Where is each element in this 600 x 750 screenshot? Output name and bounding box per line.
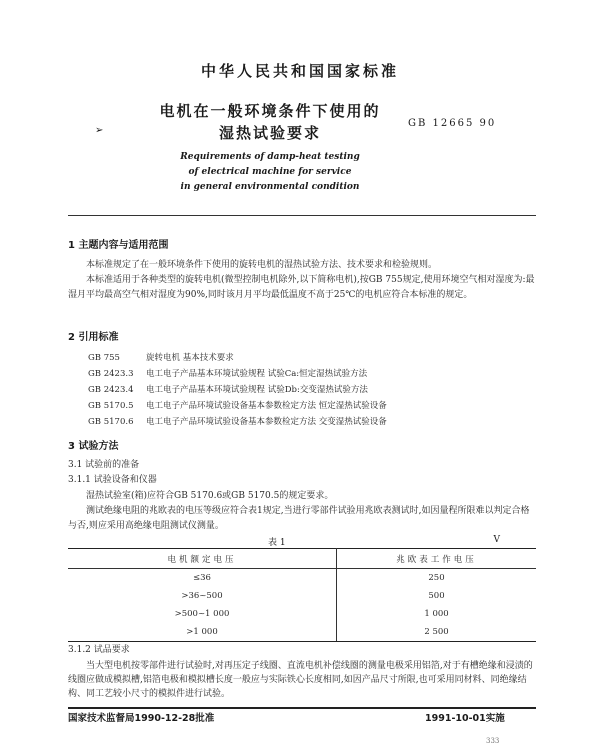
table-header-megger-voltage: 兆欧表工作电压 (337, 549, 537, 569)
reference-item (88, 367, 367, 379)
table-row (68, 623, 536, 642)
title-en-line3: in general environmental condition (180, 182, 360, 192)
reference-item (88, 399, 387, 411)
table-row (68, 605, 536, 623)
table1-unit: V (493, 535, 500, 545)
section3-para-equipment: 湿热试验室(箱)应符合GB 5170.6或GB 5170.5的规定要求。 (86, 491, 334, 501)
table1-caption: 表 1 (268, 538, 286, 548)
title-en-line2: of electrical machine for service (188, 167, 352, 177)
reference-code: GB 2423.3 (88, 369, 134, 379)
table-cell: >1 000 (68, 623, 337, 642)
standard-org-heading: 中华人民共和国国家标准 (200, 62, 399, 80)
subsection-3-1-1-heading: 3.1.1 试验设备和仪器 (68, 475, 157, 485)
reference-item (88, 415, 387, 427)
section1-para1: 本标准规定了在一般环境条件下使用的旋转电机的湿热试验方法、技术要求和检验规则。 (86, 260, 438, 270)
reference-title: 电工电子产品基本环境试验规程 试验Db:交变湿热试验方法 (146, 385, 368, 395)
reference-title: 电工电子产品基本环境试验规程 试验Ca:恒定湿热试验方法 (146, 369, 368, 379)
table-cell: >500~1 000 (68, 605, 337, 623)
margin-arrow-mark: ➢ (95, 125, 104, 136)
approval-date: 国家技术监督局1990-12-28批准 (68, 713, 215, 724)
title-cn-line1: 电机在一般环境条件下使用的 (159, 102, 381, 120)
reference-title: 电工电子产品环境试验设备基本参数检定方法 交变湿热试验设备 (146, 417, 387, 427)
table-cell: 1 000 (424, 609, 449, 619)
subsection-3-1-heading: 3.1 试验前的准备 (68, 460, 140, 470)
table1 (68, 548, 536, 642)
section3-para-specimen: 当大型电机按零部件进行试验时,对再压定子线圈、直流电机补偿线圈的测量电极采用铝箔,对于有槽绝缘和浸渍的线圈应做成模拟槽,铝箔电极和模拟槽长度一般应与实际铁心长度相同,如因产品尺寸所限,也可采用同材料、同绝缘结构、同工艺较小尺寸的模拟件进行试验。 (68, 661, 533, 699)
table-header-row (68, 549, 536, 569)
page-number: 333 (486, 737, 500, 745)
table-row (68, 587, 536, 605)
section3-heading: 3 试验方法 (68, 441, 119, 452)
reference-item (88, 383, 368, 395)
section3-para-megohmmeter: 测试绝缘电阻的兆欧表的电压等级应符合表1规定,当进行零部件试验用兆欧表测试时,如因量程所限难以判定合格与否,则应采用高绝缘电阻测试仪测量。 (68, 506, 530, 531)
table-cell: >36~500 (68, 587, 337, 605)
subsection-3-1-2-heading: 3.1.2 试品要求 (68, 645, 130, 655)
reference-title: 电工电子产品环境试验设备基本参数检定方法 恒定湿热试验设备 (146, 401, 387, 411)
table-row (68, 569, 536, 588)
implementation-date: 1991-10-01实施 (425, 713, 505, 724)
table-cell: ≤36 (68, 569, 337, 588)
section1-para2: 本标准适用于各种类型的旋转电机(微型控制电机除外,以下简称电机),按GB 755规定,使用环境空气相对湿度为:最湿月平均最高空气相对湿度为90%,同时该月月平均最低温度不高于25℃的电机应符合本标准的规定。 (68, 275, 535, 300)
reference-item (88, 351, 234, 363)
table-cell: 500 (428, 591, 445, 601)
title-cn-line2: 湿热试验要求 (218, 124, 321, 142)
section1-heading: 1 主题内容与适用范围 (68, 240, 169, 251)
standard-number: GB 12665 90 (408, 118, 497, 129)
footer-divider (68, 707, 536, 709)
table-cell: 250 (428, 573, 445, 583)
section2-heading: 2 引用标准 (68, 332, 119, 343)
reference-code: GB 2423.4 (88, 385, 134, 395)
header-divider (68, 215, 536, 216)
table-header-rated-voltage: 电机额定电压 (68, 549, 337, 569)
reference-code: GB 5170.5 (88, 401, 134, 411)
reference-code: GB 755 (88, 353, 120, 363)
reference-title: 旋转电机 基本技术要求 (146, 353, 234, 363)
reference-code: GB 5170.6 (88, 417, 134, 427)
title-en-line1: Requirements of damp-heat testing (180, 152, 360, 162)
table-cell: 2 500 (337, 623, 537, 642)
